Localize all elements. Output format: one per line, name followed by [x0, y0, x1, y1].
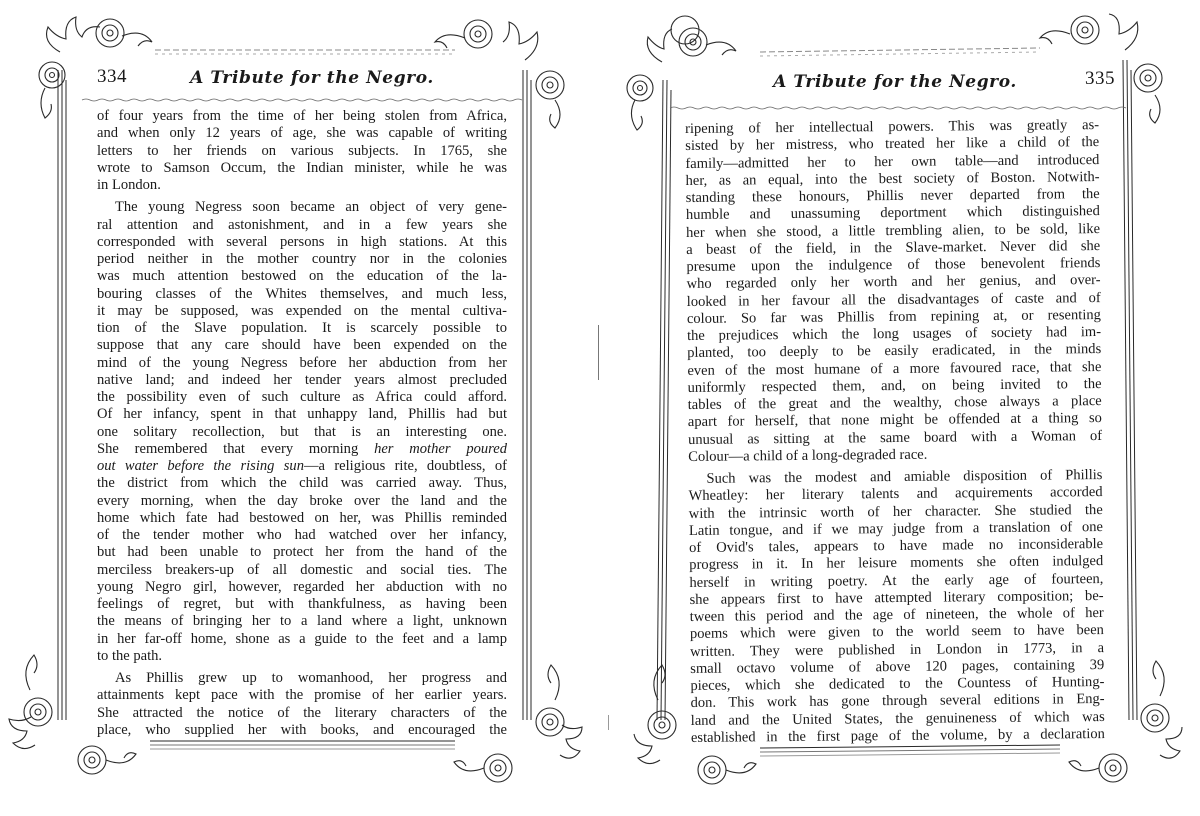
- text-line: but had been unable to protect her from the hand of the: [97, 544, 507, 561]
- text-line: small octavo volume of above 120 pages, containing 39: [690, 656, 1105, 677]
- text-line: [97, 458, 507, 475]
- text-line: her, as an equal, into the best society of Boston. Notwith-: [685, 168, 1100, 189]
- italic-phrase: her mother poured: [374, 440, 507, 457]
- paragraph-start-line: As Phillis grew up to womanhood, her progress and: [115, 670, 507, 686]
- text-line: corresponded with several persons in high stations. At this: [97, 233, 507, 250]
- text-line: in London.: [97, 177, 161, 193]
- text-line: her when she stood, a little trembling alien, to be sold, like: [685, 220, 1101, 241]
- text-line: even of the most humane of a more favoured race, that she: [687, 358, 1102, 379]
- text-line: attainments kept pace with the promise of her earlier years.: [97, 687, 507, 704]
- text-line: progress in it. In her leisure moments she often indulged: [689, 553, 1104, 574]
- text-line: Wheatley: her literary talents and acquirements accorded: [688, 484, 1103, 505]
- text-line: sisted by her mistress, who treated her like a child of the: [685, 134, 1100, 155]
- text-line: the prejudices which the long usages of society had im-: [686, 324, 1102, 344]
- text-line: Colour—a child of a long-degraded race.: [688, 446, 928, 465]
- text-line: uniformly respected them, and, on being invited to the: [687, 375, 1102, 396]
- text-line: colour. So far was Phillis from repining at, or resenting: [686, 306, 1101, 327]
- text-line: of four years from the time of her being stolen from Africa,: [97, 108, 507, 124]
- body-text: [685, 117, 1105, 747]
- text-line: of Ovid's tales, appears to have made no inconsiderable: [689, 536, 1104, 556]
- text-line: of the tender mother who had watched over her infancy,: [97, 527, 507, 543]
- running-header: [82, 66, 522, 96]
- running-title: A Tribute for the Negro.: [190, 68, 434, 88]
- text-line: wrote to Samson Occum, the Indian minister, while he was: [97, 159, 507, 176]
- text-line: a beast of the field, in the Slave-market. Never did she: [686, 237, 1101, 258]
- text-line: the possibility even of such culture as Africa could afford.: [97, 389, 507, 405]
- page-number: 334: [97, 66, 127, 87]
- paragraph-start-line: Such was the modest and amiable disposition of Phillis: [706, 467, 1103, 487]
- text-line: ripening of her intellectual powers. This was greatly as-: [685, 117, 1100, 137]
- body-text: [97, 108, 507, 739]
- text-line: humble and unassuming deportment which distinguished: [685, 203, 1100, 224]
- text-line: tween this period and the age of nineteen, the whole of her: [689, 605, 1104, 625]
- text-line: [97, 441, 507, 458]
- text-line: She attracted the notice of the literary characters of the: [97, 704, 507, 721]
- text-line: one solitary recollection, but that is an interesting one.: [97, 423, 507, 440]
- text-line: home which fate had bestowed on her, was Phillis reminded: [97, 509, 507, 526]
- text-line: in her far-off home, shone as a guide to the feet and a lamp: [97, 630, 507, 647]
- text-line: tion of the Slave population. It is scarcely possible to: [97, 320, 507, 336]
- text-line: she appears first to have attempted literary composition; be-: [689, 587, 1104, 608]
- text-line: established in the first page of the volume, by a declaration: [690, 725, 1105, 746]
- text-line: place, who supplied her with books, and encouraged the: [97, 721, 507, 738]
- right-page: [600, 0, 1200, 816]
- text-line: ral attention and astonishment, and in a few years she: [97, 216, 507, 233]
- text-line: letters to her friends on various subjects. In 1765, she: [97, 142, 507, 159]
- text-line: planted, too deeply to be easily eradicated, in the minds: [687, 341, 1102, 362]
- text-line: looked in her favour all the disadvantages of caste and of: [686, 289, 1101, 310]
- gutter-mark: [598, 325, 599, 380]
- text-segment: She remembered that every morning: [97, 440, 375, 457]
- text-line: and when only 12 years of age, she was capable of writing: [97, 125, 507, 142]
- text-line: the district from which the child was carried away. Thus,: [97, 475, 507, 492]
- text-line: don. This work has gone through several editions in Eng-: [690, 691, 1105, 712]
- text-line: poems which were given to the world seem to have been: [689, 622, 1104, 643]
- text-line: unusual as sitting at the same board with a Woman of: [687, 427, 1103, 448]
- page-number: 335: [1085, 68, 1115, 89]
- text-line: Of her infancy, spent in that unhappy land, Phillis had but: [97, 406, 507, 423]
- text-segment: —a religious rite, doubtless, of: [303, 458, 507, 474]
- text-line: period neither in the mother country nor in the colonies: [97, 251, 507, 267]
- running-header: [680, 70, 1130, 100]
- running-title: A Tribute for the Negro.: [773, 72, 1017, 92]
- text-line: family—admitted her to her own table—and introduced: [685, 151, 1100, 172]
- text-line: with the intrinsic worth of her character. She studied the: [688, 501, 1103, 522]
- text-line: it may be supposed, was expended on the mental cultiva-: [97, 302, 507, 319]
- text-line: apart for herself, that none might be offended at a thing so: [687, 410, 1102, 431]
- text-line: mind of the young Negress before her abduction from her: [97, 354, 507, 371]
- text-line: native land; and indeed her tender years almost precluded: [97, 371, 507, 388]
- text-line: who regarded only her worth and her genius, and over-: [686, 272, 1101, 293]
- text-line: every morning, when the day broke over the land and the: [97, 492, 507, 509]
- text-line: merciless breakers-up of all domestic and social ties. The: [97, 561, 507, 578]
- text-line: standing these honours, Phillis never departed from the: [685, 186, 1100, 206]
- text-line: land and the United States, the genuineness of which was: [690, 708, 1105, 729]
- text-line: the means of bringing her to a land where a light, unknown: [97, 613, 507, 630]
- text-line: tables of the great and the wealthy, chose always a place: [687, 393, 1102, 413]
- text-line: written. They were published in London in 1773, in a: [690, 639, 1105, 660]
- text-line: presume upon the indulgence of those benevolent friends: [686, 255, 1101, 275]
- text-line: suppose that any care should have been expended on the: [97, 337, 507, 354]
- text-line: bouring classes of the Whites themselves, and much less,: [97, 285, 507, 302]
- text-line: young Negro girl, however, regarded her abduction with no: [97, 578, 507, 595]
- text-line: herself in writing poetry. At the early age of fourteen,: [689, 570, 1104, 591]
- paragraph-start-line: The young Negress soon became an object of very gene-: [115, 199, 507, 216]
- text-line: feelings of regret, but with thankfulness, as having been: [97, 596, 507, 612]
- text-line: was much attention bestowed on the education of the la-: [97, 268, 507, 285]
- text-line: Latin tongue, and if we may judge from a translation of one: [688, 518, 1103, 539]
- text-line: pieces, which she dedicated to the Countess of Hunting-: [690, 674, 1105, 694]
- italic-phrase: out water before the rising sun: [97, 458, 304, 474]
- text-line: to the path.: [97, 647, 163, 664]
